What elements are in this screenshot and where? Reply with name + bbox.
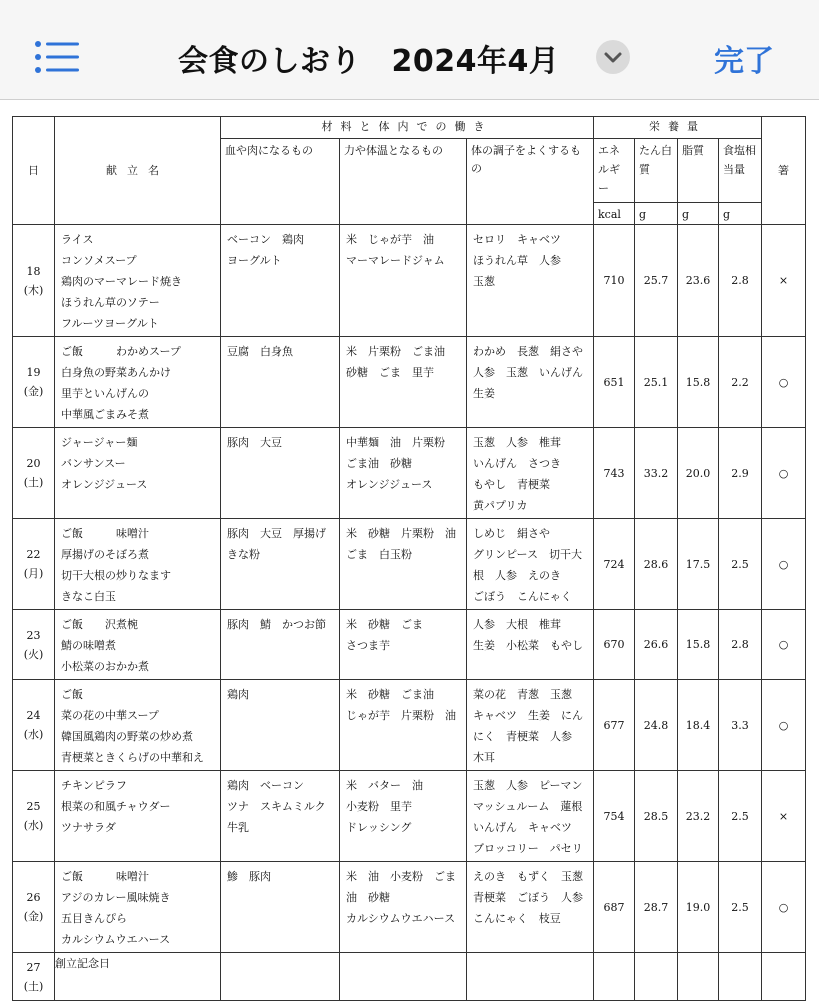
menu-item: ご飯 沢煮椀 [61,618,138,631]
date-number: 22 [26,548,41,561]
document-page [0,100,819,993]
salt-value: 2.9 [719,428,762,519]
day-cell [13,225,55,337]
table-row [13,862,806,953]
fat-value: 18.4 [678,680,719,771]
body-item: 人参 玉葱 いんげん [473,366,583,379]
fat-value: 17.5 [678,519,719,610]
salt-value: 2.8 [719,610,762,680]
blood-cell [221,225,340,337]
fat-value: 19.0 [678,862,719,953]
empty-cell [594,953,635,1001]
menu-cell [55,680,221,771]
weekday: (木) [23,283,44,297]
empty-cell [635,953,678,1001]
header-day: 日 [13,117,55,225]
table-row [13,519,806,610]
kcal-value: 687 [594,862,635,953]
blood-cell [221,680,340,771]
fat-value: 23.6 [678,225,719,337]
kcal-value: 724 [594,519,635,610]
protein-value: 28.7 [635,862,678,953]
protein-value: 28.6 [635,519,678,610]
salt-value: 2.5 [719,862,762,953]
chopsticks-mark: ○ [762,337,806,428]
blood-cell [221,519,340,610]
body-item: ブロッコリー パセリ [473,842,583,855]
body-cell [467,610,594,680]
blood-item: 豚肉 大豆 厚揚げ [227,527,326,540]
energy-item: カルシウムウエハース [346,912,456,925]
weekday: (土) [23,476,44,489]
day-cell [13,862,55,953]
menu-item: 根菜の和風チャウダー [61,800,171,813]
table-row [13,610,806,680]
date-number: 23 [26,628,41,642]
menu-cell [55,428,221,519]
weekday: (月) [23,567,44,580]
fat-value: 23.2 [678,771,719,862]
salt-value: 2.2 [719,337,762,428]
body-item: マッシュルーム 蓮根 [473,800,583,813]
menu-item: フルーツヨーグルト [61,317,159,330]
energy-cell [340,862,467,953]
table-row [13,225,806,337]
empty-cell [762,953,806,1001]
holiday-note: 創立記念日 [55,953,221,1001]
table-row [13,680,806,771]
body-item: 生姜 小松菜 もやし [473,639,583,652]
blood-item: ベーコン 鶏肉 [227,233,304,246]
empty-cell [678,953,719,1001]
body-item: 人参 大根 椎茸 [473,618,561,631]
body-cell [467,337,594,428]
energy-cell [340,519,467,610]
empty-cell [719,953,762,1001]
menu-item: アジのカレー風味焼き [61,891,171,904]
body-item: いんげん キャベツ [473,821,572,834]
energy-cell [340,225,467,337]
date-number: 19 [26,366,41,379]
date-number: 18 [26,264,41,278]
energy-cell [340,610,467,680]
body-cell [467,225,594,337]
header-energy: 力や体温となるもの [340,139,467,225]
weekday: (水) [23,728,44,741]
energy-item: 米 じゃが芋 油 [346,233,434,246]
header-kcal: エネルギー [594,139,635,203]
protein-value: 33.2 [635,428,678,519]
body-item: 青梗菜 ごぼう 人参 [473,891,583,904]
menu-item: 鶏肉のマーマレード焼き [61,275,182,288]
menu-item: 里芋といんげんの [61,387,149,400]
energy-cell [340,771,467,862]
energy-item: 小麦粉 里芋 [346,800,412,813]
weekday: (金) [23,910,44,923]
chopsticks-mark: × [762,771,806,862]
menu-item: 小松菜のおかか煮 [61,660,149,673]
blood-item: きな粉 [227,548,260,561]
fat-value: 15.8 [678,337,719,428]
menu-item: ジャージャー麺 [61,436,138,449]
fat-value: 15.8 [678,610,719,680]
menu-cell [55,771,221,862]
menu-item: カルシウムウエハース [61,933,171,946]
date-number: 25 [26,800,41,813]
chopsticks-mark: ○ [762,862,806,953]
blood-item: 豆腐 白身魚 [227,345,293,358]
energy-item: ドレッシング [346,821,412,834]
done-button[interactable]: 完了 [714,44,774,79]
body-item: しめじ 絹さや [473,527,550,540]
weekday: (火) [23,647,44,661]
menu-item: バンサンスー [61,457,126,470]
kcal-value: 754 [594,771,635,862]
energy-item: 油 砂糖 [346,891,390,904]
body-item: 生姜 [473,387,495,400]
menu-item: ほうれん草のソテー [61,296,160,309]
body-cell [467,771,594,862]
body-item: わかめ 長葱 絹さや [473,345,583,358]
energy-item: 砂糖 ごま 里芋 [346,366,434,379]
chopsticks-mark: × [762,225,806,337]
unit-fat: g [678,203,719,225]
body-item: 玉葱 [473,275,495,288]
kcal-value: 677 [594,680,635,771]
header-fat: 脂質 [678,139,719,203]
energy-item: 米 砂糖 片栗粉 油 [346,527,456,540]
day-cell [13,337,55,428]
menu-item: ツナサラダ [61,821,116,834]
header-nutrition: 栄養量 [594,117,762,139]
body-item: セロリ キャベツ [473,233,561,246]
body-cell [467,428,594,519]
protein-value: 25.1 [635,337,678,428]
menu-item: ライス [61,233,94,246]
protein-value: 28.5 [635,771,678,862]
menu-item: ご飯 味噌汁 [61,527,149,540]
menu-cell [55,225,221,337]
energy-item: じゃが芋 片栗粉 油 [346,709,456,722]
unit-protein: g [635,203,678,225]
body-item: キャベツ 生姜 にん [473,709,583,722]
blood-item: 鯵 豚肉 [227,870,271,883]
menu-item: ご飯 わかめスープ [61,345,181,358]
salt-value: 2.8 [719,225,762,337]
energy-item: 米 バター 油 [346,779,423,792]
body-item: にく 青梗菜 人参 [473,730,572,743]
menu-item: 五目きんぴら [61,912,127,925]
body-item: もやし 青梗菜 [473,478,550,491]
chevron-down-icon [596,40,630,74]
menu-item: 厚揚げのそぼろ煮 [61,548,149,561]
table-row [13,428,806,519]
date-number: 27 [26,960,41,974]
body-item: いんげん さつき [473,457,561,470]
chopsticks-mark: ○ [762,519,806,610]
blood-item: 鶏肉 ベーコン [227,779,304,792]
header-body: 体の調子をよくするもの [467,139,594,225]
blood-item: 豚肉 大豆 [227,436,282,449]
menu-item: コンソメスープ [61,254,137,267]
header-row-1 [13,117,806,139]
date-number: 20 [26,457,41,470]
table-row [13,771,806,862]
chopsticks-mark: ○ [762,428,806,519]
day-cell [13,610,55,680]
header-salt: 食塩相当量 [719,139,762,203]
menu-item: オレンジジュース [61,478,148,491]
menu-item: 切干大根の炒りなます [61,569,171,582]
energy-cell [340,337,467,428]
blood-cell [221,862,340,953]
header-blood: 血や肉になるもの [221,139,340,225]
body-item: ほうれん草 人参 [473,254,561,267]
header-protein: たん白質 [635,139,678,203]
kcal-value: 670 [594,610,635,680]
kcal-value: 743 [594,428,635,519]
salt-value: 2.5 [719,771,762,862]
unit-salt: g [719,203,762,225]
day-cell [13,771,55,862]
header-menu [55,117,221,225]
menu-item: ご飯 [61,688,83,701]
chopsticks-mark: ○ [762,680,806,771]
date-number: 26 [26,891,41,904]
weekday: (水) [23,819,44,832]
table-row [13,337,806,428]
top-toolbar [0,0,819,100]
menu-item: 韓国風鶏肉の野菜の炒め煮 [61,730,193,743]
header-materials: 材料と体内での働き [221,117,594,139]
day-cell [13,953,55,1001]
energy-cell [340,680,467,771]
menu-cell [55,610,221,680]
protein-value: 24.8 [635,680,678,771]
energy-item: 米 砂糖 ごま油 [346,688,434,701]
kcal-value: 651 [594,337,635,428]
body-cell [467,680,594,771]
menu-cell [55,337,221,428]
menu-item: 中華風ごまみそ煮 [61,408,149,421]
weekday: (土) [23,979,44,993]
energy-item: 米 油 小麦粉 ごま [346,870,456,883]
blood-item: ヨーグルト [227,254,282,267]
unit-kcal: kcal [594,203,635,225]
blood-item: ツナ スキムミルク [227,800,326,813]
menu-cell [55,862,221,953]
body-item: 玉葱 人参 ピーマン [473,779,583,792]
body-item: 根 人参 えのき [473,569,561,582]
menu-item: ご飯 味噌汁 [61,870,149,883]
energy-item: 中華麺 油 片栗粉 [346,436,445,449]
energy-item: 米 片栗粉 ごま油 [346,345,445,358]
body-cell [467,862,594,953]
body-item: 玉葱 人参 椎茸 [473,436,561,449]
blood-cell [221,771,340,862]
day-cell [13,519,55,610]
salt-value: 2.5 [719,519,762,610]
kcal-value: 710 [594,225,635,337]
header-chopsticks: 箸 [762,117,806,225]
body-item: こんにゃく 枝豆 [473,912,561,925]
energy-item: 米 砂糖 ごま [346,618,423,631]
body-item: 黄パプリカ [473,499,528,512]
menu-item: 菜の花の中華スープ [61,709,159,722]
salt-value: 3.3 [719,680,762,771]
body-item: ごぼう こんにゃく [473,590,572,603]
energy-item: さつま芋 [346,639,390,652]
energy-item: ごま油 砂糖 [346,457,412,470]
menu-item: 鯖の味噌煮 [61,639,116,652]
body-cell [467,519,594,610]
menu-item: チキンピラフ [61,779,127,792]
menu-item: 白身魚の野菜あんかけ [61,366,171,379]
blood-item: 豚肉 鯖 かつお節 [227,618,326,631]
body-item: グリンピース 切干大 [473,548,583,561]
header-menu-label: 献立名 [106,164,169,177]
protein-value: 26.6 [635,610,678,680]
document-title: 会食のしおり 2024年4月 [178,44,560,79]
body-item: 木耳 [473,751,495,764]
energy-item: オレンジジュース [346,478,433,491]
blood-cell [221,337,340,428]
energy-item: マーマレードジャム [346,254,445,267]
empty-cell [340,953,467,1001]
list-icon[interactable] [34,40,80,74]
title-dropdown-button[interactable] [596,40,630,74]
empty-cell [221,953,340,1001]
table-row-last [13,953,806,1001]
blood-item: 鶏肉 [227,688,249,701]
chopsticks-mark: ○ [762,610,806,680]
protein-value: 25.7 [635,225,678,337]
blood-item: 牛乳 [227,821,249,834]
menu-item: 青梗菜ときくらげの中華和え [61,751,204,764]
blood-cell [221,610,340,680]
date-number: 24 [26,709,41,722]
body-item: えのき もずく 玉葱 [473,870,583,883]
blood-cell [221,428,340,519]
day-cell [13,428,55,519]
lunch-menu-table [12,116,806,1001]
menu-item: きなこ白玉 [61,590,116,603]
energy-item: ごま 白玉粉 [346,548,412,561]
empty-cell [467,953,594,1001]
weekday: (金) [23,385,44,398]
menu-cell [55,519,221,610]
fat-value: 20.0 [678,428,719,519]
body-item: 菜の花 青葱 玉葱 [473,688,572,701]
day-cell [13,680,55,771]
energy-cell [340,428,467,519]
